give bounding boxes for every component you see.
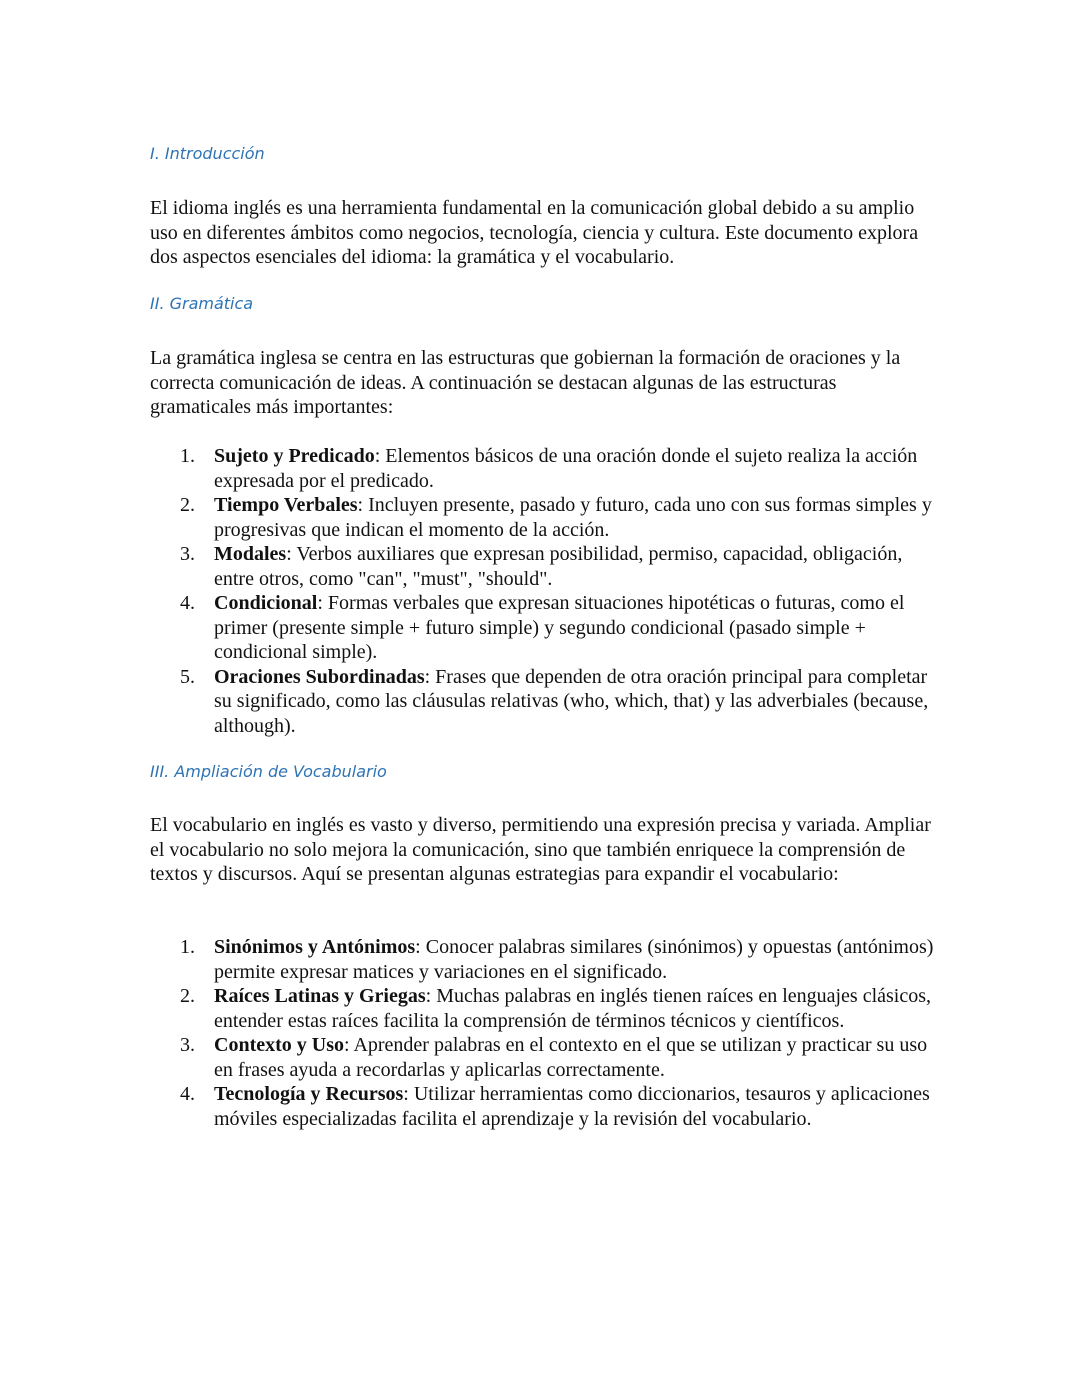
list-term: Sinónimos y Antónimos [214,936,416,958]
list-item [150,1033,940,1082]
grammar-list [150,444,940,738]
list-text: : Frases que dependen de otra oración principal para completar su significado, como las cláusulas relativas (who, which, that) y las adverbiales (because, although). [214,665,929,737]
list-item [150,665,940,739]
list-item [150,444,940,493]
intro-paragraph: El idioma inglés es una herramienta fundamental en la comunicación global debido a su amplio uso en diferentes ámbitos como negocios, tecnología, ciencia y cultura. Este documento explora dos aspectos esenciales del idioma: la gramática y el vocabulario. [150,197,919,268]
vocabulary-paragraph: El vocabulario en inglés es vasto y diverso, permitiendo una expresión precisa y variada. Ampliar el vocabulario no solo mejora la comunicación, sino que también enriquece la comprensión de textos y discursos. Aquí se presentan algunas estrategias para expandir el vocabulario: [150,814,931,885]
list-item [150,493,940,542]
list-item [150,542,940,591]
section-heading-introduccion: I. Introducción [150,144,265,163]
list-item [150,591,940,665]
list-text: : Conocer palabras similares (sinónimos) y opuestas (antónimos) permite expresar matices y variaciones en el significado. [214,936,934,983]
list-text: : Incluyen presente, pasado y futuro, cada uno con sus formas simples y progresivas que indican el momento de la acción. [214,494,932,541]
list-item [150,984,940,1033]
list-text: : Formas verbales que expresan situaciones hipotéticas o futuras, como el primer (presente simple + futuro simple) y segundo condicional (pasado simple + condicional simple). [214,592,905,663]
list-text: : Elementos básicos de una oración donde el sujeto realiza la acción expresada por el predicado. [214,445,918,492]
list-term: Modales [214,543,287,565]
list-text: : Muchas palabras en inglés tienen raíces en lenguajes clásicos, entender estas raíces facilita la comprensión de términos técnicos y científicos. [214,985,932,1032]
list-number: 1. [180,936,195,958]
list-item [150,935,940,984]
list-number: 4. [180,1083,195,1105]
list-number: 3. [180,1034,195,1056]
list-term: Oraciones Subordinadas [214,665,425,688]
list-term: Tecnología y Recursos [214,1083,404,1105]
list-number: 3. [180,543,195,565]
list-term: Condicional [214,592,318,614]
list-number: 5. [180,665,195,688]
list-item [150,1082,940,1131]
list-text: : Utilizar herramientas como diccionarios, tesauros y aplicaciones móviles especializadas facilita el aprendizaje y la revisión del vocabulario. [214,1083,930,1130]
list-number: 4. [180,592,195,614]
list-number: 2. [180,494,195,516]
list-term: Contexto y Uso [214,1034,344,1056]
vocabulary-list [150,935,940,1131]
list-number: 2. [180,985,195,1007]
list-term: Sujeto y Predicado [214,445,375,467]
grammar-paragraph: La gramática inglesa se centra en las estructuras que gobiernan la formación de oraciones y la correcta comunicación de ideas. A continuación se destacan algunas de las estructuras gramaticales más importantes: [150,347,901,418]
list-text: : Verbos auxiliares que expresan posibilidad, permiso, capacidad, obligación, entre otros, como "can", "must", "should". [214,543,903,590]
section-heading-gramatica: II. Gramática [150,294,254,313]
list-term: Tiempo Verbales [214,494,358,516]
list-text: : Aprender palabras en el contexto en el que se utilizan y practicar su uso en frases ayuda a recordarlas y aplicarlas correctamente. [214,1034,928,1081]
section-heading-vocabulario: III. Ampliación de Vocabulario [150,762,387,781]
list-number: 1. [180,445,195,467]
list-term: Raíces Latinas y Griegas [214,985,426,1007]
